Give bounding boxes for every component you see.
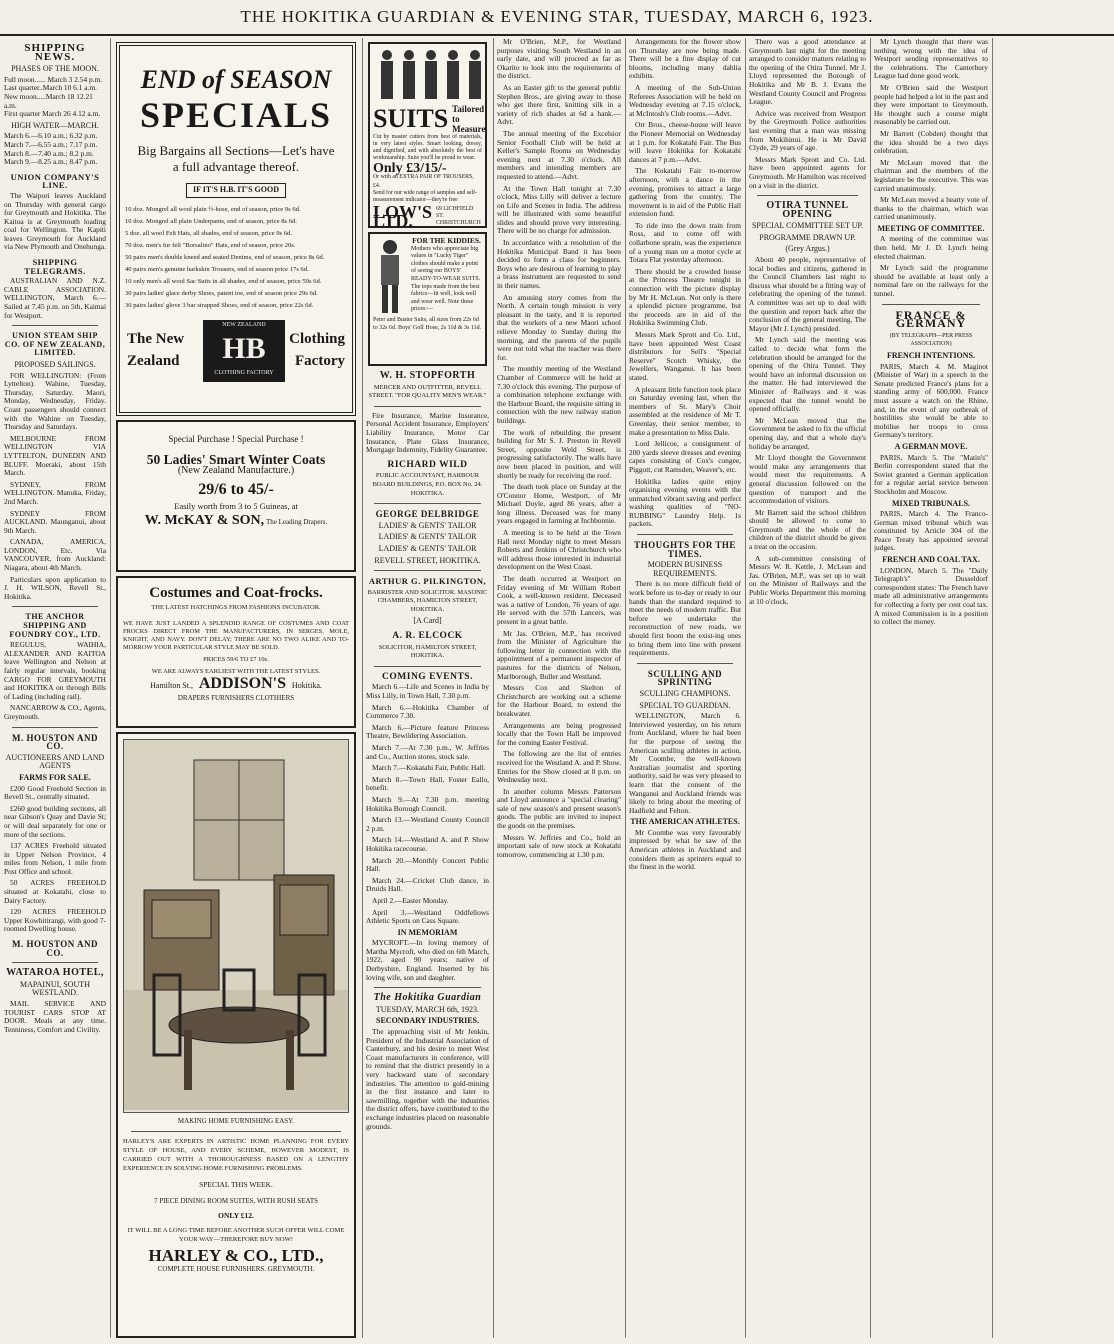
- kiddies-text: Mothers who appreciate big values in "Lucky Tiger" clothes should make a point of seeing our BOYS' READY-TO-WEAR SUITS. The tops made from the best fabrics—fit well, look well and wear well. Note these prices:—: [411, 245, 481, 313]
- thoughts-sub: MODERN BUSINESS REQUIREMENTS.: [647, 560, 723, 578]
- ad1-factory: Factory: [295, 352, 345, 369]
- agent-text: Particulars upon application to J. H. WILSON, Revell St., Hokitika.: [4, 574, 106, 601]
- column-rule: [992, 38, 993, 1338]
- thoughts-text: There is no more difficult field of work before us to-day or ready to our hands than the standard required to meet the needs of modern traffic. But before we undertake the reconstruction of new roads, we should first boom the exist-ing ones to bring them into line with present requirements.: [629, 579, 741, 658]
- news-paragraph: Mr Jas. O'Brien, M.P., has received from the Minister of Agriculture the following letter in connection with the appointment of a permanent inspector of pastures for the districts of Nelson, Marlborough, Buller and Westland.: [497, 628, 621, 681]
- news-paragraph: In accordance with a resolution of the Hokitika Municipal Band it has been decided to form a class for beginners. Boys who are desirous of learning to play a brass instrument are requested to send in their names.: [497, 238, 621, 291]
- phase-line: First quarter March 26 4.12 a.m.: [4, 109, 101, 119]
- ad3-foot: DRAPERS FURNISHERS CLOTHIERS: [177, 693, 295, 702]
- news-paragraph: Mr Barrett said the school children should be allowed to come to Greymouth and the whole of the children of the district should be given a treat on the occasion.: [749, 507, 866, 552]
- divider: [374, 987, 481, 988]
- event-item: March 20.—Monthly Concert Public Hall.: [366, 855, 489, 874]
- news-paragraph: Mr McLean moved a hearty vote of thanks to the chairman, which was carried unanimously.: [874, 195, 988, 222]
- suits-send: Send for our wide range of samples and self-measurement indicator—they're free: [373, 190, 477, 204]
- anchor-title: THE ANCHOR SHIPPING AND FOUNDRY COY., LTD.: [9, 612, 101, 639]
- event-item: March 9.—At 7.30 p.m. meeting Hokitika Borough Council.: [366, 794, 489, 813]
- farm-listing: 120 ACRES FREEHOLD Upper Kowhitirangi, with good 7-roomed Dwelling house.: [4, 907, 106, 934]
- ad4-long: IT WILL BE A LONG TIME BEFORE ANOTHER SUCH OFFER WILL COME YOUR WAY—THEREFORE BUY NOW!: [127, 1227, 345, 1244]
- news-paragraph: There was a good attendance at Greymouth last night for the meeting arranged to consider matters relating to the opening of the Otira Tunnel. Mr J. Lloyd represented the Borough of Hokitika and Mr B. J. Evans the Westland County Council and Progress League.: [749, 38, 866, 107]
- farms-title: FARMS FOR SALE.: [19, 772, 91, 782]
- news-paragraph: In another column Messrs Patterson and Lloyd announce a "special clearing" sale of new season's and present season's goods. The public are invited to inspect the goods on the premises.: [497, 786, 621, 831]
- otira-by: (Grey Argus.): [785, 244, 830, 254]
- column-cables: [874, 38, 988, 1338]
- news-paragraph: Mr Lynch thought that there was nothing wrong with the idea of Westport sending representatives to the celebrations. The Canterbury League had done good work.: [874, 38, 988, 81]
- news-paragraph: To ride into the down train from Ross, and to come off with collarbone sprain, was the experience of a young man on a motor cycle at Totara Flat yesterday afternoon.: [629, 220, 741, 265]
- suits-text: Cut by master cutters from best of materials, in very latest styles. Smart looking, dressy, and dignified, and with absolutely the best of workmanship. Suits you'll be proud to wear.: [373, 133, 482, 161]
- france-sub: (BY TELEGRAPH—PER PRESS ASSOCIATION): [889, 332, 973, 348]
- news-paragraph: An amusing story comes from the North. A certain tough mission is very pleasant in the tasty, and it is reported that the workers of a new Maori school relieve Monday to Sunday during the morning, and the parents of the pupils were not told what the teacher was there for.: [497, 292, 621, 362]
- tailor-line: LADIES' & GENTS' TAILOR: [378, 543, 477, 553]
- news-paragraph: Mr Lloyd thought the Government would make any arrangements that would meet the requirements. A general discussion followed on the question of transport and the accommodation of visitors.: [749, 453, 866, 506]
- american-title: THE AMERICAN ATHLETES.: [630, 817, 740, 827]
- ad4-caption: MAKING HOME FURNISHING EASY.: [177, 1117, 295, 1125]
- column-shipping: [4, 38, 106, 1338]
- ad3-always: WE ARE ALWAYS EARLIEST WITH THE LATEST STYLES.: [151, 667, 321, 675]
- suits-addr: 69 LICHFIELD ST. CHRISTCHURCH: [436, 206, 481, 227]
- ad1-item: 40 pairs men's genuine harkskin Trousers, end of season price 17s 6d.: [125, 265, 309, 273]
- divider: [637, 534, 733, 535]
- ad2-price: 29/6 to 45/-: [198, 480, 274, 498]
- wataroa-sub: MAPAINUI, SOUTH WESTLAND.: [20, 979, 90, 998]
- water-line: March 7.—6.55 a.m.; 7.17 p.m.: [4, 139, 98, 149]
- sculling-text: WELLINGTON, March 6. Interviewed yesterday, on his return from Auckland, where he had been for the purpose of seeing the American sculling athletes in action, Mr Coombe, the well-known Australian journalist and sporting authority, said he was very pleased to learn that the consent of the Wanganui and Auckland friends was likely to bring about the meeting of Hadfield and Felton.: [629, 711, 741, 815]
- news-paragraph: Messrs Mark Sprott and Co. Ltd. have been appointed agents for Greymouth. Mr Hamilton was received on a visit in the district.: [749, 154, 866, 190]
- sailing-line: CANADA, AMERICA, LONDON, Etc. Via VANCOUVER, from Auckland: Niagara, about 4th March.: [4, 537, 106, 573]
- news-paragraph: A meeting of the Sub-Union Referees Association will be held on Wednesday evening at 7.15 o'clock, at McIntosh's Club rooms.—Advt.: [629, 82, 741, 118]
- ad4-text: HARLEY'S ARE EXPERTS IN ARTISTIC HOME PLANNING FOR EVERY STYLE OF HOUSE, AND EVERY SCHEME, HOWEVER MODEST, IS CARRIED OUT WITH A THOROUGHNESS BASED ON A LENGTHY EXPERIENCE IN SOLVING HOME FURNISHING PROBLEMS.: [123, 1137, 349, 1172]
- elcock-sub: SOLICITOR, HAMILTON STREET, HOKITIKA.: [378, 643, 477, 660]
- ad4-suite: 7 PIECE DINING ROOM SUITES, WITH RUSH SEATS: [154, 1197, 318, 1206]
- ad3-sub: THE LATEST HATCHINGS FROM FASHIONS INCUBATOR.: [151, 603, 321, 611]
- memoriam-text: MYCROFT.—In loving memory of Martha Mycroft, who died on 6th March, 1922, aged 90 years; native of Derbyshire, England. Inserted by his loving wife, son and daughter.: [366, 938, 489, 982]
- elcock-name: A. R. ELCOCK: [392, 631, 463, 642]
- news-paragraph: Mr McLean moved that the chairman and the members of the legislature be the executive. This was carried unanimously.: [874, 157, 988, 193]
- ad3-prices: PRICES 59/6 TO £7 10s.: [203, 656, 269, 664]
- houston-sub: AUCTIONEERS AND LAND AGENTS: [5, 752, 105, 771]
- usscc-title: UNION STEAM SHIP CO. OF NEW ZEALAND, LIMITED.: [4, 331, 106, 358]
- event-item: March 24.—Cricket Club dance, in Druids Hall.: [366, 875, 489, 894]
- men-figures-illustration: [373, 47, 488, 101]
- kiddies-ad: [368, 232, 487, 366]
- news-paragraph: A meeting of the committee was then held. Mr J. D. Lynch being elected chairman.: [874, 234, 988, 261]
- ad3-title: Costumes and Coat-frocks.: [149, 585, 323, 601]
- stopforth-name: W. H. STOPFORTH: [379, 370, 476, 381]
- houston-title: M. HOUSTON AND CO.: [11, 732, 99, 752]
- phase-line: Last quarter..March 10 6.1 a.m.: [4, 83, 97, 93]
- ad1-item: 30 pairs ladies' glove 3 bar strapped Shoes, end of season, price 22s 6d.: [125, 301, 314, 309]
- suits-extra: Or with an EXTRA PAIR OF TROUSERS, £4.: [373, 174, 474, 189]
- winter-coats-ad: [116, 420, 356, 572]
- divider: [131, 1131, 341, 1132]
- wild-text: Fire Insurance, Marine Insurance, Personal Accident Insurance, Employers' Liability Insurance, Motor Car Insurance, Plate Glass Insurance, Mortgage Indemnity, Fidelity Guarantee.: [366, 410, 489, 455]
- phase-line: New moon.....March 18 12.21 a.m.: [4, 91, 93, 110]
- news-paragraph: At the Town Hall tonight at 7.30 o'clock, Miss Lilly will deliver a lecture on Life and Scenes in India. The address will be illustrated with some beautiful slides and should prove very interesting. There will be no charge for admission.: [497, 183, 621, 236]
- wataroa-text: MAIL SERVICE AND TOURIST CARS STOP AT DOOR. Meals at any time. Tenniness, Comfort and Civility.: [4, 999, 106, 1034]
- end-of-season-ad: [116, 42, 356, 416]
- german-title: A GERMAN MOVE.: [894, 441, 968, 451]
- divider: [12, 727, 98, 728]
- wataroa-title: WATAROA HOTEL,: [6, 967, 104, 979]
- otira-sub: SPECIAL COMMITTEE SET UP.: [751, 221, 864, 231]
- event-item: April 3.—Westland Oddfellows Athletic Sports on Cass Square.: [366, 907, 489, 926]
- hb-logo-top: NEW ZEALAND: [222, 321, 266, 328]
- guardian-head: The Hokitika Guardian: [373, 992, 482, 1004]
- secondary-text: The approaching visit of Mr Jenkin, President of the Industrial Association of Canterbury, and his desire to meet West Coast manufacturers in conference, will to remind that the district presently in a very backward state of secondary industries. The attention to gold-mining in the first instance and later to sawmilling, together with the industries the district offers, have contributed to the exchange industries placed on reasonable grounds.: [366, 1027, 489, 1131]
- news-paragraph: The work of rebuilding the present building for Mr S. J. Preston in Revell Street, opposite Weld Street, is progressing satisfactorily. The walls have now been placed in position, and will shortly be ready for receiving the roof.: [497, 427, 621, 480]
- news-paragraph: Mr McLean moved that the Government be asked to fix the official opening day, and that a whole day's holiday be arranged.: [749, 415, 866, 451]
- otira-title: OTIRA TUNNEL OPENING: [766, 200, 849, 220]
- tailor-line: LADIES' & GENTS' TAILOR: [378, 532, 477, 542]
- news-paragraph: A sub-committee consisting of Messrs W. R. Kettle, J. McLean and Jas. O'Brien, M.P., was set up to wait on the Minister of Railways and the Public Works Department this morning at 10 o'clock.: [749, 553, 866, 606]
- news-paragraph: The death occurred at Westport on Friday evening of Mr William Robert Cook, a well-known resident. Deceased was a native of London, 76 years of age. He served with the 57th Lancers, was present in a great battle.: [497, 574, 621, 626]
- ad3-text: WE HAVE JUST LANDED A SPLENDID RANGE OF COSTUMES AND COAT FROCKS DIRECT FROM THE MANUFACTURERS, IN SERGES, MOLE, KNIGHT, AND NAVY. DON'T DELAY; THERE ARE NO TWO ALIKE AND TO-MORROW YOUR PARTICULAR STYLE MAY BE SOLD.: [123, 620, 349, 652]
- delbridge-addr: REVELL STREET, HOKITIKA.: [374, 555, 481, 565]
- houston-foot: M. HOUSTON AND CO.: [11, 939, 99, 958]
- news-paragraph: Orr Bros., cheese-house will leave the Pioneer Memorial on Wednesday at 1 p.m. for Kokatahi Fair. The Bus will leave Hokitika for Kokatahi dances at 7 p.m.—Advt.: [629, 120, 741, 164]
- delbridge-name: GEORGE DELBRIDGE: [375, 509, 480, 520]
- anchor-text: REGULUS, WAIHIA, ALEXANDER AND KAITOA leave Wellington and Nelson at fairly regular intervals, booking CARGO FOR GREYMOUTH and HOKITIKA on through Bills of Lading (including rail).: [4, 640, 106, 701]
- union-text: The Waipori leaves Auckland on Thursday with general cargo for Greymouth and Hokitika. The Kaitoa is at Greymouth loading coal for Wellington. The Kapiti leaves Greymouth for Auckland via New Plymouth and Onehunga.: [4, 190, 106, 252]
- ad1-item: 30 pairs ladies' glace derby Shoes, patent toe, end of season price 29s 6d.: [125, 289, 318, 297]
- german-text: PARIS, March 5. The "Matin's" Berlin correspondent stated that the Soviet granted a German application for a regular aerial service between Stockholm and Moscow.: [874, 452, 988, 496]
- divider: [374, 406, 481, 407]
- event-item: March 8.—Town Hall, Foster Eallo, benefit.: [366, 774, 489, 793]
- event-item: March 6.—Picture feature Princess Theatre, Bewildering Association.: [366, 722, 489, 741]
- french-text: PARIS, March 4. M. Maginot (Minister of War) in a speech in the Senate predicted France's plans for a standing army of 600,000. France must assure a watch on the Rhine, and, in the event of any outbreak of hostilities she would be able to mobilise her troops to cross Germany's territory.: [874, 361, 988, 440]
- column-otira-tunnel: [749, 38, 866, 1338]
- suits-firm: LOW'S LTD.: [373, 202, 433, 231]
- sailing-line: SYDNEY FROM AUCKLAND. Maunganui, about 9th March.: [4, 508, 106, 535]
- divider: [757, 195, 858, 196]
- ad1-zealand: Zealand: [127, 352, 180, 369]
- news-paragraph: A pleasant little function took place on Saturday evening last, when the members of St. Mary's Choir assembled at the residence of Mr T. Greenlay, their senior member, to make a presentation to Miss Dale.: [629, 384, 741, 437]
- column-rule: [493, 38, 494, 1338]
- wild-name: RICHARD WILD: [387, 459, 468, 470]
- event-item: March 7.—At 7.30 p.m., W. Jeffries and Co., Auction stores, stock sale.: [366, 743, 489, 761]
- dining-room-drawing: [124, 740, 349, 1110]
- telegrams-text: AUSTRALIAN AND N.Z. CABLE ASSOCIATION. WELLINGTON, March 6.—Sailed at 7.45 p.m. on 5th, Kaimai for Westport.: [4, 276, 106, 320]
- divider: [12, 962, 98, 963]
- divider: [12, 325, 98, 326]
- event-item: March 14.—Westland A. and P. Show Hokitika racecourse.: [366, 835, 489, 853]
- news-paragraph: As an Easter gift to the general public Stephen Bros., are giving away to those who get there first, knitting silk in a variety of rich shades at 6d a hank.—Advt.: [497, 82, 621, 127]
- secondary-title: SECONDARY INDUSTRIES.: [376, 1016, 479, 1026]
- sailing-line: MELBOURNE FROM WELLINGTON VIA LYTTELTON, DUNEDIN AND BLUFF. Moeraki, about 15th March.: [4, 433, 106, 478]
- news-paragraph: Mr Barrett (Cobden) thought that the idea should be a two days celebration.: [874, 128, 988, 156]
- column-suits-directory: [366, 38, 489, 1338]
- ad1-line1: END of SEASON: [140, 65, 332, 94]
- masthead: THE HOKITIKA GUARDIAN & EVENING STAR, TUESDAY, MARCH 6, 1923.: [0, 0, 1114, 36]
- news-paragraph: Messrs Mark Sprott and Co. Ltd., have been appointed West Coast distributors for Sell's "Special Reserve" Scotch Whisky, the Jewellers, Wanganui. It has been stated.: [629, 330, 741, 382]
- sailing-line: SYDNEY, FROM WELLINGTON. Manuka, Friday, 2nd March.: [4, 479, 106, 506]
- sculling-special: SPECIAL TO GUARDIAN.: [639, 700, 731, 710]
- ad2-top: Special Purchase ! Special Purchase !: [168, 434, 304, 444]
- memoriam-title: IN MEMORIAM: [397, 927, 458, 937]
- water-title: HIGH WATER—MARCH.: [11, 120, 99, 130]
- sculling-title: SCULLING AND SPRINTING: [647, 668, 723, 688]
- farm-listing: 50 ACRES FREEHOLD situated at Kokatahi, close to Dairy Factory.: [4, 878, 106, 905]
- ad2-firm2: The Leading Drapers.: [266, 517, 328, 526]
- wild-sub: PUBLIC ACCOUNTANT, HARBOUR BOARD BUILDINGS, P.O. BOX No. 24. HOKITIKA.: [372, 472, 483, 497]
- news-paragraph: Mr Lynch said the programme should be available at least only a nominal fare on the railways for the tunnel.: [874, 263, 988, 299]
- ad1-item: 5 doz. all wool Felt Hats, all shades, end of season, price 9s 6d.: [125, 229, 293, 237]
- ad2-worth: Easily worth from 3 to 5 Guineas, at: [174, 501, 298, 512]
- suits-title: SUITS: [373, 103, 449, 133]
- suits-price: Only £3/15/-: [373, 160, 447, 176]
- ad1-item: 10 only men's all wool Sac Suits in all shades, end of season, price 59s 6d.: [125, 277, 322, 285]
- column-rule: [362, 38, 363, 1338]
- news-paragraph: The Kokatahi Fair to-morrow afternoon, with a dance in the evening, promises to attract a large gathering from the country. The movement is in aid of the Public Hall extension fund.: [629, 166, 741, 219]
- dining-room-illustration: [123, 739, 349, 1113]
- usscc-sub: PROPOSED SAILINGS.: [14, 360, 96, 369]
- divider: [637, 663, 733, 664]
- news-paragraph: A meeting is to be held at the Town Hall next Monday night to meet Messrs Roberts and Jenkins of Christchurch who will address those interested in industrial development on the West Coast.: [497, 528, 621, 572]
- column-rule: [870, 38, 871, 1338]
- hb-logo-mark: HB: [222, 331, 266, 365]
- usscc-text: FOR WELLINGTON: (From Lyttelton). Wahine, Tuesday, Thursday, Saturday. Maori, Monday, Wednesday, Friday. Coast passengers should connect with the Wahine on Tuesday, Thursday and Saturdays.: [4, 370, 106, 432]
- french-title: FRENCH INTENTIONS.: [886, 351, 975, 360]
- ad1-tag: IF IT'S H.B. IT'S GOOD: [186, 183, 286, 198]
- coal-text: LONDON, March 5. The "Daily Telegraph's" Dusseldorf correspondent states: The French have made all administrative arrangements for collecting a forty per cent coal tax. A mixed Commission is in a position to collect the money.: [874, 565, 988, 627]
- water-line: March 9.—8.25 a.m.; 8.47 p.m.: [4, 157, 98, 167]
- news-paragraph: Lord Jellicoe, a consignment of 200 yards sleeve dresses and evening capes consisting of Cox's congee, Piggott, cut Ramsden, Weaver's, etc.: [629, 439, 741, 474]
- tailor-line: LADIES' & GENTS' TAILOR: [378, 520, 477, 530]
- suits-tag: Tailored to Measure: [452, 103, 486, 134]
- ad4-foot: COMPLETE HOUSE FURNISHERS. GREYMOUTH.: [157, 1264, 315, 1273]
- news-paragraph: Mr Lynch said the meeting was called to decide what form the celebration should be arranged for the opening of the Otira Tunnel. They would have an informal discussion on the matter. He had interviewed the Minister of Railways and it was expected that the tunnel would be opened officially.: [749, 335, 866, 414]
- ad4-firm: HARLEY & CO., LTD.,: [148, 1246, 324, 1266]
- news-paragraph: The death took place on Sunday at the O'Connor Home, Westport, of Mr Michael Doyle, aged 86 years, after a long illness. Deceased was for many years engaged in farming at Inchbonnie.: [497, 482, 621, 526]
- column-local-news-2: [629, 38, 741, 1338]
- ad2-sub: (New Zealand Manufacture.): [177, 465, 295, 477]
- news-paragraph: Advice was received from Westport by the Greymouth Police authorities last evening that a man was missing from Mokihinui. He is Mr David Clyde, 29 years of age.: [749, 108, 866, 153]
- harley-furnishing-ad: [116, 732, 356, 1338]
- ad1-new: The New: [127, 330, 185, 347]
- ad1-item: 50 pairs men's double kneed and seated Denims, end of season, price 8s 6d.: [125, 253, 325, 261]
- ad4-special: SPECIAL THIS WEEK.: [199, 1179, 273, 1189]
- divider: [374, 570, 481, 571]
- american-text: Mr Coombe was very favourably impressed by what he saw of the American athletes in Auckland and considers them as sprinters equal to the finest in the world.: [629, 827, 741, 872]
- stopforth-sub: MERCER AND OUTFITTER, REVELL STREET. "FOR QUALITY MEN'S WEAR.": [368, 383, 487, 400]
- otira-prog: PROGRAMME DRAWN UP.: [759, 232, 856, 242]
- pilkington-name: ARTHUR G. PILKINGTON,: [368, 576, 487, 587]
- event-item: March 7.—Kokatahi Fair, Public Hall.: [372, 763, 486, 773]
- coal-title: FRENCH AND COAL TAX.: [882, 555, 980, 565]
- news-paragraph: Mr O'Brien, M.P., for Westland purposes visiting South Westland in an early date, and will proceed as far as Okarito to look into the requirements of the district.: [497, 38, 621, 81]
- ad2-title: 50 Ladies' Smart Winter Coats: [146, 451, 326, 467]
- news-paragraph: Messrs W. Jeffries and Co., hold an important sale of new stock at Kokatahi tomorrow, commencing at 1.30 p.m.: [497, 832, 621, 859]
- divider: [12, 606, 98, 607]
- kiddies-prices: Peter and Buster Suits, all sizes from 22s 6d to 32s 6d. Boys' Golf Hose, 2s 11d & 3s 11d.: [373, 317, 482, 331]
- ad1-clothing: Clothing: [289, 330, 345, 347]
- anchor-agent: NANCARROW & CO., Agents, Greymouth.: [4, 703, 106, 721]
- farm-listing: 137 ACRES Freehold situated in Upper Nelson Province, 4 miles from Nelson, 1 mile from Post Office and school.: [4, 841, 106, 876]
- news-paragraph: The annual meeting of the Excelsior Senior Football Club will be held at Keller's Sample Rooms on Wednesday evening next at 7.30 o'clock. All members and intending members are requested to attend.—Advt.: [497, 128, 621, 181]
- event-item: March 13.—Westland County Council 2 p.m.: [366, 815, 489, 833]
- divider: [882, 304, 980, 305]
- card-label: [A Card]: [413, 616, 442, 626]
- news-paragraph: Hokitika ladies quite enjoy organising evening events with the unmatched vibrant saving and perfect washing qualities of "NO-RUBBING" Laundry Help. 1s packets.: [629, 476, 741, 529]
- event-item: March 6.—Life and Scenes in India by Miss Lilly, in Town Hall, 7.30 p.m.: [366, 682, 489, 701]
- ad1-sub: Big Bargains all Sections—Let's have a full advantage thereof.: [137, 143, 335, 174]
- telegrams-title: SHIPPING TELEGRAMS.: [24, 257, 86, 276]
- union-title: UNION COMPANY'S LINE.: [10, 171, 100, 191]
- guardian-date: TUESDAY, MARCH 6th, 1923.: [375, 1004, 480, 1014]
- divider: [374, 666, 481, 667]
- shipping-title: SHIPPING NEWS.: [24, 42, 86, 63]
- kiddies-title: FOR THE KIDDIES.: [412, 236, 481, 245]
- lows-suits-ad: [368, 42, 487, 231]
- boy-figure-illustration: [373, 237, 407, 317]
- news-paragraph: The monthly meeting of the Westland Chamber of Commerce will be held at 7.30 o'clock this evening. The purpose of a combination telephone exchange with the Harbour Board, the requisite sitting in connection with the new railway station buildings.: [497, 364, 621, 425]
- column-advertisements: [114, 38, 358, 1338]
- farm-listing: £200 Good Freehold Section in Revell St., centrally situated.: [4, 783, 106, 802]
- news-paragraph: Arrangements are being progressed locally that the Town Hall be improved for the coming Easter Festival.: [497, 720, 621, 747]
- ad3-town: Hokitika.: [291, 681, 322, 691]
- ad1-item: 70 doz. men's fur felt "Borsalino" Hats, end of season, price 20s.: [125, 241, 296, 249]
- ad1-item: 10 doz. Mongrel all plain Underpants, end of season, price 8s 6d.: [125, 217, 297, 225]
- water-line: March 6.—6.10 a.m.; 6.32 p.m.: [4, 131, 98, 141]
- divider: [374, 503, 481, 504]
- meeting-title: MEETING OF COMMITTEE.: [877, 223, 985, 233]
- france-title: FRANCE & GERMANY: [895, 307, 967, 331]
- column-rule: [110, 38, 111, 1338]
- event-item: March 6.—Hokitika Chamber of Commerce 7.30.: [366, 702, 489, 721]
- thoughts-title: THOUGHTS FOR THE TIMES.: [634, 540, 736, 559]
- events-title: COMING EVENTS.: [382, 671, 473, 682]
- news-paragraph: There should be a crowded house at the Princess Theatre tonight in connection with the picture display by Mr H. McLean. Not only is there a splendid picture programme, but the proceeds are in aid of the Hokitika Swimming Club.: [629, 266, 741, 328]
- mixed-text: PARIS, March 4. The Franco-German mixed tribunal which was constituted by Article 304 of the Peace Treaty has appointed several judges.: [874, 509, 988, 553]
- ad1-item: 10 doz. Mongrel all wool plain ½-hose, end of season, price 9s 6d.: [125, 205, 301, 213]
- sculling-sub: SCULLING CHAMPIONS.: [639, 688, 731, 698]
- water-line: March 8.—7.40 a.m.; 8.2 p.m.: [4, 148, 94, 158]
- ad3-street: Hamilton St.,: [150, 681, 194, 691]
- pilkington-sub: BARRISTER AND SOLICITOR. MASONIC CHAMBERS, HAMILTON STREET, HOKITIKA.: [367, 588, 488, 613]
- event-item: April 2.—Easter Monday.: [372, 895, 449, 905]
- ad3-firm: ADDISON'S: [198, 675, 287, 693]
- hb-logo: [203, 320, 285, 382]
- farm-listing: £260 good building sections, all near Gibson's Quay and Davie St; or will deal separately for one or more of the sections.: [4, 803, 106, 839]
- hb-logo-bottom: CLOTHING FACTORY: [214, 369, 274, 376]
- news-paragraph: The following are the list of entries received for the Westland A. and P. Show. Entries for the Show closed at 8 p.m. on Wednesday next.: [497, 749, 621, 785]
- column-local-news-1: [497, 38, 621, 1338]
- costumes-ad: [116, 576, 356, 728]
- ad1-line2: SPECIALS: [139, 95, 333, 135]
- otira-text: About 40 people, representative of local bodies and citizens, gathered in the Council Chambers last night to discuss what should be a fitting way of celebrating the opening of the tunnel. A committee was set up to deal with the question and report back after the conclusion of the general meeting. The Mayor (Mr J. Lynch) presided.: [749, 255, 866, 333]
- news-paragraph: Mr O'Brien said the Westport people had helped a lot in the past and they were important to Greymouth. He thought such a course might reasonably be carried out.: [874, 82, 988, 127]
- ad2-firm: W. McKAY & SON,: [144, 512, 265, 528]
- phase-line: Full moon...... March 3 2.54 p.m.: [4, 74, 103, 84]
- phases-title: PHASES OF THE MOON.: [11, 64, 99, 74]
- news-paragraph: Arrangements for the flower show on Thursday are now being made. There will be a fine display of cut blooms, including many dahlia exhibits.: [629, 38, 741, 81]
- column-rule: [745, 38, 746, 1338]
- ad4-price: ONLY £12.: [218, 1210, 254, 1220]
- mixed-title: MIXED TRIBUNALS.: [891, 498, 971, 508]
- news-paragraph: Messrs Cox and Skelton of Christchurch are working out a scheme for the Harbour Board, to extend the breakwater.: [497, 683, 621, 718]
- column-rule: [625, 38, 626, 1338]
